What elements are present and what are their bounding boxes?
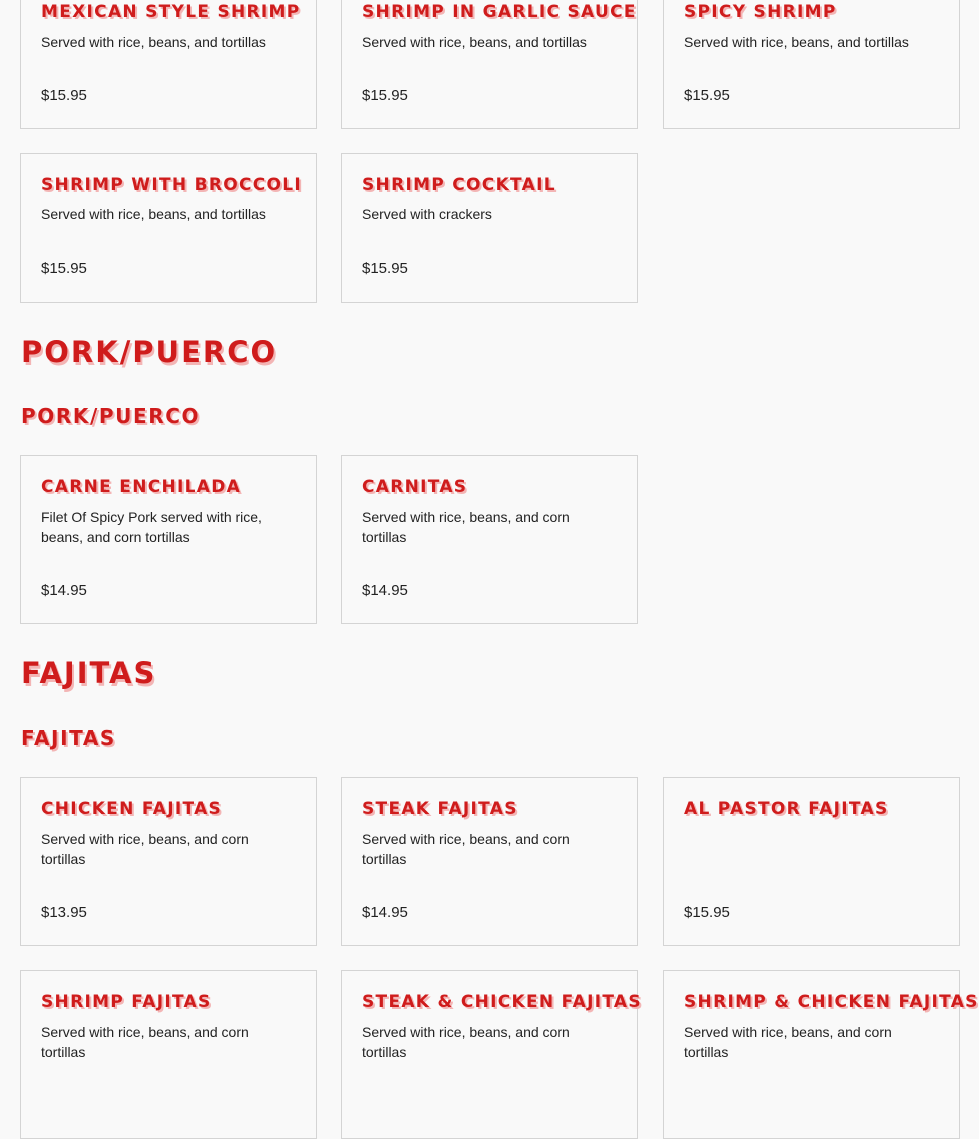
menu-item-card[interactable] — [341, 0, 638, 129]
menu-item-price: $15.95 — [362, 260, 408, 277]
menu-item-description: Served with rice, beans, and tortillas — [362, 34, 587, 50]
menu-item-description: Served with rice, beans, and tortillas — [684, 34, 909, 50]
menu-item-name: STEAK FAJITAS — [362, 799, 518, 819]
menu-item-price: $14.95 — [362, 904, 408, 921]
category-title-pork: PORK/PUERCO — [21, 404, 201, 428]
menu-item-description: Served with rice, beans, and tortillas — [41, 34, 266, 50]
menu-item-price: $15.95 — [684, 904, 730, 921]
menu-item-price: $15.95 — [41, 260, 87, 277]
section-title-pork: PORK/PUERCO — [21, 335, 278, 369]
menu-item-card[interactable] — [341, 777, 638, 946]
menu-item-name: CHICKEN FAJITAS — [41, 799, 223, 819]
menu-item-card[interactable] — [20, 153, 317, 303]
menu-item-name: SHRIMP COCKTAIL — [362, 175, 556, 195]
menu-item-card[interactable] — [341, 455, 638, 624]
menu-item-name: CARNE ENCHILADA — [41, 477, 242, 497]
menu-item-description: Served with rice, beans, and corn tortillas — [684, 1024, 892, 1060]
menu-item-description: Served with rice, beans, and corn tortillas — [362, 509, 570, 545]
menu-item-description: Served with rice, beans, and corn tortillas — [41, 1024, 249, 1060]
menu-item-price: $15.95 — [362, 87, 408, 104]
menu-item-price: $13.95 — [41, 904, 87, 921]
menu-item-card[interactable] — [20, 455, 317, 624]
menu-item-description: Served with rice, beans, and corn tortillas — [362, 831, 570, 867]
section-title-fajitas: FAJITAS — [21, 656, 157, 690]
menu-item-name: SHRIMP & CHICKEN FAJITAS — [684, 992, 979, 1012]
menu-item-card[interactable] — [663, 0, 960, 129]
menu-item-name: CARNITAS — [362, 477, 468, 497]
menu-item-price: $14.95 — [41, 582, 87, 599]
menu-item-card[interactable] — [663, 970, 979, 1139]
menu-item-card[interactable] — [20, 0, 317, 129]
menu-item-description: Served with rice, beans, and tortillas — [41, 206, 266, 222]
menu-item-card[interactable] — [341, 970, 642, 1139]
menu-item-name: AL PASTOR FAJITAS — [684, 799, 889, 819]
menu-item-name: STEAK & CHICKEN FAJITAS — [362, 992, 642, 1012]
menu-item-price: $14.95 — [362, 582, 408, 599]
menu-item-price: $15.95 — [684, 87, 730, 104]
menu-item-name: SHRIMP WITH BROCCOLI — [41, 175, 303, 195]
menu-item-description: Served with rice, beans, and corn tortillas — [41, 831, 249, 867]
menu-item-card[interactable] — [20, 777, 317, 946]
menu-item-name: SHRIMP IN GARLIC SAUCE — [362, 2, 637, 22]
menu-item-card[interactable] — [20, 970, 317, 1139]
menu-item-card[interactable] — [663, 777, 960, 946]
menu-item-name: SPICY SHRIMP — [684, 2, 837, 22]
menu-item-description: Served with rice, beans, and corn tortillas — [362, 1024, 570, 1060]
menu-item-description: Served with crackers — [362, 206, 492, 222]
menu-item-card[interactable] — [341, 153, 638, 303]
menu-item-name: SHRIMP FAJITAS — [41, 992, 212, 1012]
category-title-fajitas: FAJITAS — [21, 726, 116, 750]
menu-item-description: Filet Of Spicy Pork served with rice, beans, and corn tortillas — [41, 509, 262, 545]
menu-item-price: $15.95 — [41, 87, 87, 104]
menu-item-name: MEXICAN STYLE SHRIMP — [41, 2, 301, 22]
